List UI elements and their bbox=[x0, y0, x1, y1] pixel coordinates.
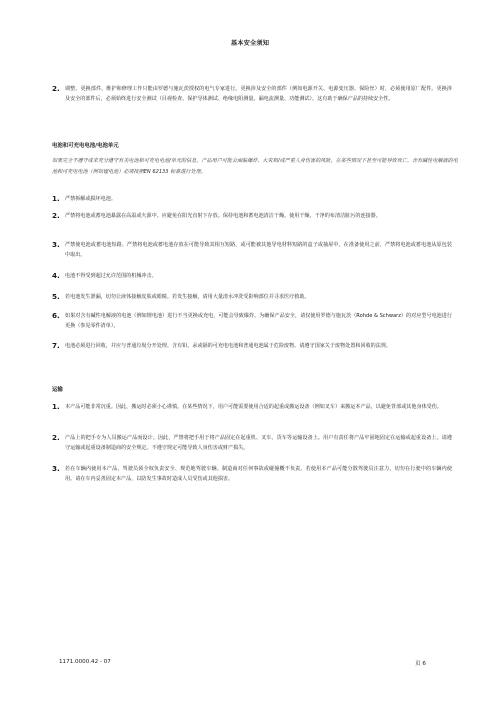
item-text: 本产品可能非常沉重。因此，搬运时必须小心谨慎。在某些情况下，用户可能需要使用合适的起重或搬运设备（例如叉车）来搬运本产品，以避免背部或其他身体受伤。 bbox=[65, 404, 442, 410]
list-item bbox=[52, 341, 452, 351]
list-item bbox=[52, 292, 452, 302]
footer-page-number: 页 6 bbox=[415, 661, 426, 667]
item-text: 产品上的把手专为人员搬运产品而设计。因此，严禁将把手用于将产品固定在起重机、叉车、货车等运输设备上。用户有责任将产品牢固地固定在运输或起重设备上。请遵守运输或起重设备制造商的安全规定。不遵守规定可能导致人身伤害或财产损失。 bbox=[65, 435, 452, 451]
item-text: 若在车辆内使用本产品，驾驶员须全权负责安全、规范地驾驶车辆。制造商对任何事故或碰撞概不负责。若使用本产品可能分散驾驶员注意力，切勿在行驶中的车辆内使用。请在车内妥善固定本产品，以防发生事故时造成人员受伤或其他损害。 bbox=[65, 466, 452, 482]
item-text: 严禁使电池或蓄电池短路。严禁将电池或蓄电池存放在可能导致其相互短路，或可能被其他导电材料短路的盒子或抽屉中。在准备使用之前，严禁将电池或蓄电池从原包装中取出。 bbox=[65, 242, 452, 258]
item-number: 5. bbox=[52, 292, 60, 301]
item-number: 6. bbox=[52, 311, 60, 320]
item-text: 严禁将电池或蓄电池暴露在高温或火源中。应避免在阳光直射下存放。保持电池和蓄电池清洁干燥。使用干燥、干净的布清洁脏污的连接器。 bbox=[65, 213, 381, 219]
item-number: 2. bbox=[52, 84, 60, 93]
list-item bbox=[52, 211, 452, 221]
item-text: 严禁拆解或损坏电池。 bbox=[65, 196, 116, 202]
section-heading-batteries: 电池和可充电电池/电池单元 bbox=[52, 143, 119, 149]
list-item bbox=[52, 84, 452, 104]
list-item bbox=[52, 240, 452, 260]
item-number: 1. bbox=[52, 402, 60, 411]
item-number: 7. bbox=[52, 341, 60, 350]
item-number: 2. bbox=[52, 211, 60, 220]
item-text: 调整、更换部件、维护和修理工作只能由罗德与施瓦茨授权的电气专家进行。更换涉及安全的部件（例如电源开关、电源变压器、保险丝）时，必须使用原厂配件。更换涉及安全的部件后，必须始终进行安全测试（目视检查、保护导体测试、绝缘电阻测量、漏电流测量、功能测试）。这有助于确保产品的持续安全性。 bbox=[65, 86, 452, 102]
item-number: 2. bbox=[52, 433, 60, 442]
page-title: 基本安全须知 bbox=[230, 40, 270, 47]
list-item bbox=[52, 433, 452, 453]
list-item bbox=[52, 402, 452, 412]
list-item bbox=[52, 194, 452, 204]
footer-doc-code: 1171.0000.42 - 07 bbox=[59, 659, 111, 665]
item-number: 3. bbox=[52, 240, 60, 249]
item-number: 3. bbox=[52, 464, 60, 473]
list-item bbox=[52, 464, 452, 484]
item-text: 若电池发生泄漏，切勿让液体接触皮肤或眼睛。若发生接触，请用大量清水冲洗受影响部位并寻求医疗救助。 bbox=[65, 294, 310, 300]
item-number: 1. bbox=[52, 194, 60, 203]
item-text: 电池必须进行回收，并应与普通垃圾分开处理。含有铅、汞或镉的可充电电池和普通电池属于危险废物。请遵守国家关于废物处置和回收的法规。 bbox=[65, 343, 392, 349]
list-item bbox=[52, 311, 452, 331]
item-text: 如果对含有碱性电解液的电池（例如锂电池）进行不当更换或充电，可能会导致爆炸。为确保产品安全，请仅使用罗德与施瓦茨（Rohde & Schwarz）的对应型号电池进行更换（参见零件清单）。 bbox=[65, 313, 452, 329]
section-heading-transport: 运输 bbox=[52, 387, 63, 393]
list-item bbox=[52, 271, 452, 281]
item-text: 电池不得受到超过允许范围的机械冲击。 bbox=[65, 273, 157, 279]
section-intro-batteries: 如果完全不遵守或未充分遵守有关电池和可充电电池/单元的信息，产品用户可能会面临爆炸、火灾和/或严重人身伤害的风险，在某些情况下甚至可能导致死亡。含有碱性电解液的电池和可充电电池（例如锂电池）必须按照EN 62133 标准进行处理。 bbox=[52, 158, 458, 175]
item-number: 4. bbox=[52, 271, 60, 280]
